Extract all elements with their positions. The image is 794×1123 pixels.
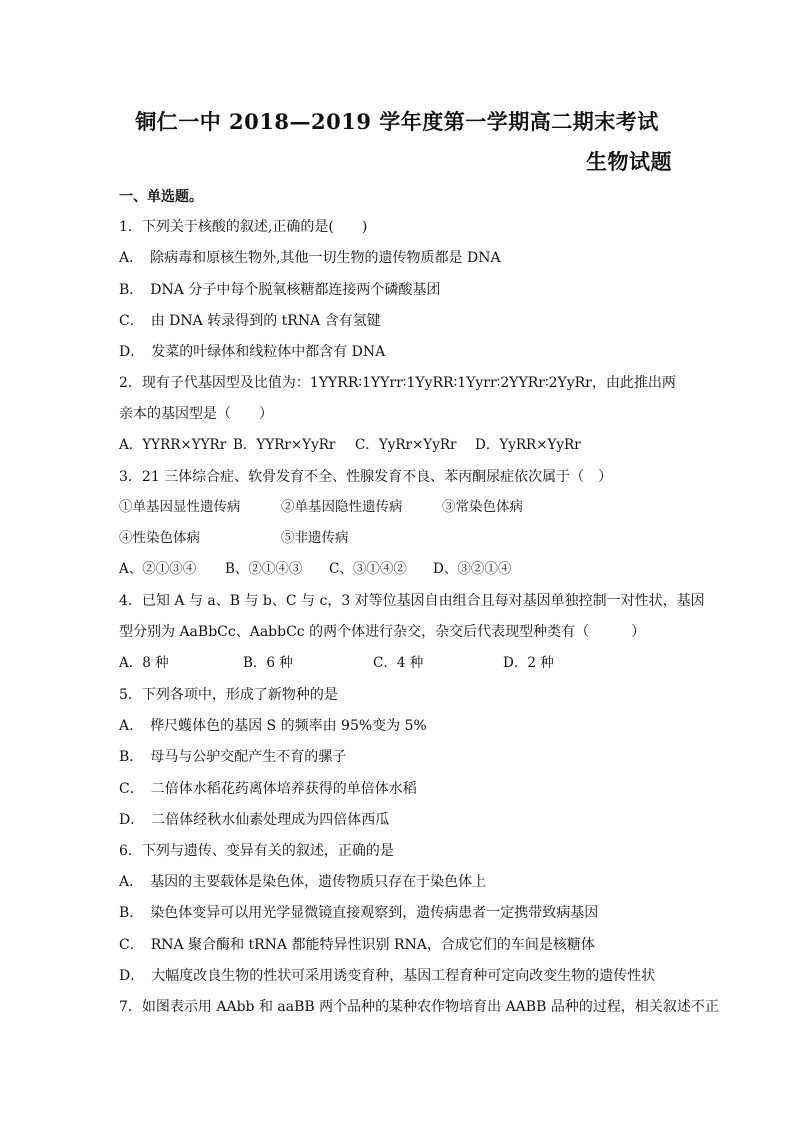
q1-stem: 1．下列关于核酸的叙述,正确的是( ) <box>119 219 368 235</box>
q3-item-1: ①单基因显性遗传病 <box>119 499 241 515</box>
q2-option-d: D．YyRR×YyRr <box>475 437 581 453</box>
q6-option-a: A． 基因的主要载体是染色体，遗传物质只存在于染色体上 <box>119 874 487 890</box>
q4-option-b: B．6 种 <box>243 655 293 671</box>
exam-title: 铜仁一中 2018—2019 学年度第一学期高二期末考试 <box>135 109 659 134</box>
q6-stem: 6．下列与遗传、变异有关的叙述，正确的是 <box>119 843 394 859</box>
q3-option-b: B、②①④③ <box>225 561 303 577</box>
section-heading: 一、单选题。 <box>119 189 203 205</box>
q4-stem-line2: 型分别为 AaBbCc、AabbCc 的两个体进行杂交，杂交后代表现型种类有（ ） <box>119 624 646 640</box>
q3-item-5: ⑤非遗传病 <box>281 530 349 546</box>
q3-item-2: ②单基因隐性遗传病 <box>281 499 403 515</box>
q4-option-c: C．4 种 <box>373 655 424 671</box>
q4-option-d: D．2 种 <box>503 655 554 671</box>
q4-option-a: A．8 种 <box>119 655 169 671</box>
q2-option-c: C．YyRr×YyRr <box>355 437 457 453</box>
q3-item-3: ③常染色体病 <box>442 499 523 515</box>
q2-stem-line1: 2．现有子代基因型及比值为：1YYRR∶1YYrr∶1YyRR∶1Yyrr∶2YYRr∶2YyRr，由此推出两 <box>119 375 676 391</box>
q5-stem: 5．下列各项中，形成了新物种的是 <box>119 687 338 703</box>
q2-option-b: B．YYRr×YyRr <box>233 437 336 453</box>
q3-option-d: D、③②①④ <box>433 561 512 577</box>
q2-option-a: A．YYRR×YYRr <box>119 437 227 453</box>
q5-option-b: B． 母马与公驴交配产生不育的骡子 <box>119 749 347 765</box>
q5-option-d: D． 二倍体经秋水仙素处理成为四倍体西瓜 <box>119 812 390 828</box>
q6-option-b: B． 染色体变异可以用光学显微镜直接观察到，遗传病患者一定携带致病基因 <box>119 905 599 921</box>
q6-option-c: C． RNA 聚合酶和 tRNA 都能特异性识别 RNA，合成它们的车间是核糖体 <box>119 937 595 953</box>
q1-option-a: A． 除病毒和原核生物外,其他一切生物的遗传物质都是 DNA <box>119 250 501 266</box>
q3-option-a: A、②①③④ <box>119 561 197 577</box>
q7-stem: 7．如图表示用 AAbb 和 aaBB 两个品种的某种农作物培育出 AABB 品种的过程，相关叙述不正 <box>119 999 719 1015</box>
q5-option-a: A． 桦尺蠖体色的基因 S 的频率由 95%变为 5% <box>119 718 427 734</box>
q1-option-c: C． 由 DNA 转录得到的 tRNA 含有氢键 <box>119 313 381 329</box>
q1-option-b: B． DNA 分子中每个脱氧核糖都连接两个磷酸基团 <box>119 282 441 298</box>
q6-option-d: D． 大幅度改良生物的性状可采用诱变育种，基因工程育种可定向改变生物的遗传性状 <box>119 968 656 984</box>
q1-option-d: D． 发菜的叶绿体和线粒体中都含有 DNA <box>119 344 386 360</box>
q3-item-4: ④性染色体病 <box>119 530 200 546</box>
q3-option-c: C、③①④② <box>329 561 407 577</box>
q3-stem: 3．21 三体综合症、软骨发育不全、性腺发育不良、苯丙酮尿症依次属于（ ） <box>119 469 613 485</box>
q2-stem-line2: 亲本的基因型是（ ） <box>119 406 273 422</box>
q4-stem-line1: 4．已知 A 与 a、B 与 b、C 与 c，3 对等位基因自由组合且每对基因单独控制一对性状，基因 <box>119 593 705 609</box>
exam-subtitle: 生物试题 <box>586 149 672 174</box>
q5-option-c: C． 二倍体水稻花药离体培养获得的单倍体水稻 <box>119 781 417 797</box>
